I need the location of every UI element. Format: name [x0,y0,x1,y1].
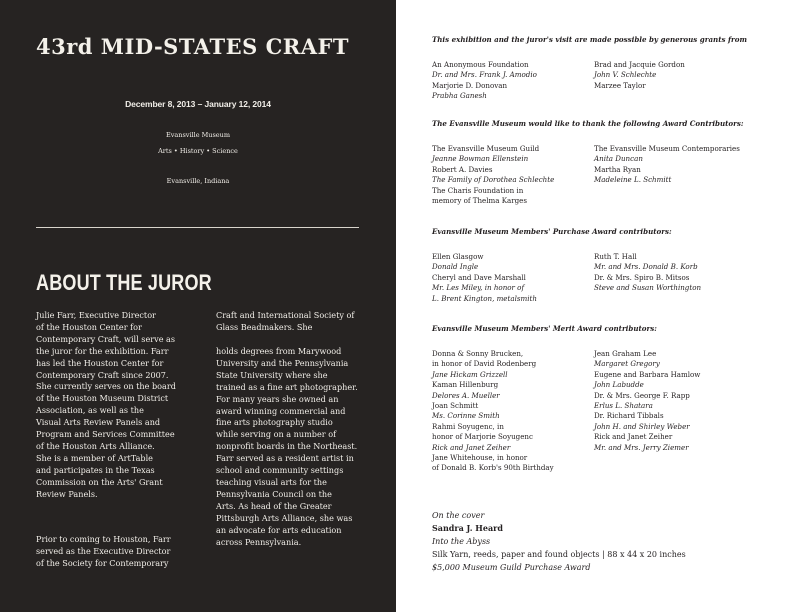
divider [36,227,359,228]
contributor-name: Anita Duncan [594,154,643,164]
bio-line: She is a member of ArtTable [36,452,153,463]
bio-line: Prior to coming to Houston, Farr [36,534,171,544]
bio-line: served as the Executive Director [36,545,171,556]
juror-bio-col1-p1 [36,310,176,501]
contributor-name: Donald Ingle [432,262,479,272]
contributor-name: Mr. Les Miley, in honor of [432,283,525,293]
contributor-name: memory of Thelma Karges [432,196,528,206]
contributor-name: Mr. and Mrs. Jerry Ziemer [594,442,689,452]
purchase-award-col2 [594,252,701,294]
contributor-name: Kaman Hillenburg [432,380,499,390]
juror-bio-col2-p1 [216,310,354,334]
award-contributors-col2 [594,144,740,186]
contributor-name: Marjorie D. Donovan [432,80,508,90]
contributor-name: Rick and Janet Zeiher [432,442,511,452]
juror-bio-col1-p2 [36,534,171,570]
bio-line: Association, as well as the [36,405,144,416]
bio-line: For many years she owned an [216,393,339,404]
bio-line: and participates in the Texas [36,464,155,475]
contributor-name: Donna & Sonny Brucken, [432,349,524,358]
bio-line: Commission on the Arts' Grant [36,476,163,487]
bio-line: while serving on a number of [216,429,337,440]
contributor-name: The Evansville Museum Contemporaries [594,144,740,153]
purchase-award-heading: Evansville Museum Members' Purchase Award contributors: [432,227,672,236]
cover-medium: Silk Yarn, reeds, paper and found objects | 88 x 44 x 20 inches [432,550,686,559]
bio-line: Pennsylvania Council on the [216,488,332,499]
bio-line: Visual Arts Review Panels and [36,417,161,428]
contributor-name: The Charis Foundation in [432,185,524,195]
bio-line: Craft and International Society of [216,310,355,320]
bio-line: Pittsburgh Arts Alliance, she was [216,512,353,523]
grants-col2 [594,60,685,91]
contributor-name: Jean Graham Lee [594,349,657,358]
bio-line: across Pennsylvania. [216,536,302,547]
contributor-name: Dr. Richard Tibbals [594,411,664,421]
cover-artist: Sandra J. Heard [432,523,503,533]
contributor-name: in honor of David Rodenberg [432,359,537,369]
bio-line: fine arts photography studio [216,417,333,428]
merit-award-col1 [432,349,554,474]
cover-award: $5,000 Museum Guild Purchase Award [432,563,591,572]
bio-line: teaching visual arts for the [216,476,327,487]
bio-line: She currently serves on the board [36,381,176,392]
bio-line: Contemporary Craft since 2007. [36,369,169,380]
bio-line: nonprofit boards in the Northeast. [216,441,358,452]
bio-line: Glass Beadmakers. She [216,321,313,332]
contributor-name: Brad and Jacquie Gordon [594,60,685,69]
contributor-name: Ruth T. Hall [594,252,637,261]
bio-line: Farr served as a resident artist in [216,453,354,464]
contributor-name: Robert A. Davies [432,164,493,174]
bio-line: of the Society for Contemporary [36,557,169,568]
contributor-name: Dr. & Mrs. Spiro B. Mitsos [594,272,690,282]
contributor-name: Joan Schmitt [432,401,479,411]
bio-line: trained as a fine art photographer. [216,381,358,392]
contributor-name: Delores A. Mueller [432,390,500,400]
bio-line: Julie Farr, Executive Director [36,310,156,320]
merit-award-col2 [594,349,700,453]
bio-line: award winning commercial and [216,405,346,416]
venue-name: Evansville Museum [165,131,230,139]
bio-line: school and community settings [216,465,344,476]
contributor-name: Ms. Corinne Smith [432,411,500,421]
venue-location: Evansville, Indiana [166,177,230,185]
exhibition-dates: December 8, 2013 – January 12, 2014 [125,99,271,109]
contributor-name: Madeleine L. Schmitt [594,175,672,185]
contributor-name: Dr. & Mrs. George F. Rapp [594,390,690,400]
contributor-name: Ellen Glasgow [432,252,484,261]
bio-line: holds degrees from Marywood [216,346,342,356]
contributor-name: Erlus L. Shatara [594,401,653,411]
contributor-name: Mr. and Mrs. Donald B. Korb [594,262,698,272]
contributor-name: Prabha Ganesh [432,91,487,101]
contributor-name: John H. and Shirley Weber [594,421,690,431]
contributor-name: Rick and Janet Zeiher [594,432,673,442]
contributor-name: The Family of Dorothea Schlechte [432,175,555,185]
contributor-name: Jane Whitehouse, in honor [432,453,528,463]
bio-line: of the Houston Center for [36,321,142,332]
contributor-name: Rahmi Soyugenc, in [432,421,504,431]
contributor-name: Jeanne Bowman Ellenstein [432,154,529,164]
bio-line: Program and Services Committee [36,429,175,440]
bio-line: the juror for the exhibition. Farr [36,345,169,356]
bio-line: has led the Houston Center for [36,357,164,368]
bio-line: of the Houston Museum District [36,393,169,404]
contributor-name: Marzee Taylor [594,80,646,90]
bio-line: State University where she [216,369,328,380]
cover-work-title: Into the Abyss [432,537,491,546]
contributor-name: of Donald B. Korb's 90th Birthday [432,463,554,473]
contributor-name: L. Brent Kington, metalsmith [432,293,537,303]
juror-bio-col2-p2 [216,346,358,548]
bio-line: Contemporary Craft, will serve as [36,333,176,344]
grants-heading: This exhibition and the juror's visit are made possible by generous grants from [432,35,747,44]
contributor-name: honor of Marjorie Soyugenc [432,432,533,442]
cover-credit [432,509,686,574]
venue-subtitle: Arts • History • Science [158,147,238,155]
contributor-name: Eugene and Barbara Hamlow [594,369,701,379]
bio-line: University and the Pennsylvania [216,357,349,368]
contributor-name: Martha Ryan [594,164,641,174]
award-contributors-heading: The Evansville Museum would like to thank the following Award Contributors: [432,119,744,128]
contributor-name: John Labudde [594,380,644,390]
contributor-name: John V. Schlechte [594,70,657,80]
bio-line: of the Houston Arts Alliance. [36,440,155,451]
about-heading: ABOUT THE JUROR [36,270,212,295]
purchase-award-col1 [432,252,537,304]
grants-col1 [432,60,537,102]
exhibition-title: 43rd MID-STATES CRAFT [36,34,350,59]
bio-line: an advocate for arts education [216,524,342,535]
award-contributors-col1 [432,144,554,206]
bio-line: Arts. As head of the Greater [216,500,332,511]
contributor-name: Margaret Gregory [594,359,660,369]
bio-line: Review Panels. [36,488,98,499]
contributor-name: Dr. and Mrs. Frank J. Amodio [432,70,537,80]
contributor-name: Steve and Susan Worthington [594,283,702,293]
right-panel [396,0,792,612]
merit-award-heading: Evansville Museum Members' Merit Award contributors: [432,324,657,333]
cover-label: On the cover [432,511,485,520]
contributor-name: Cheryl and Dave Marshall [432,272,526,282]
contributor-name: Jane Hickam Grizzell [432,369,508,379]
contributor-name: An Anonymous Foundation [432,60,529,69]
contributor-name: The Evansville Museum Guild [432,144,540,153]
